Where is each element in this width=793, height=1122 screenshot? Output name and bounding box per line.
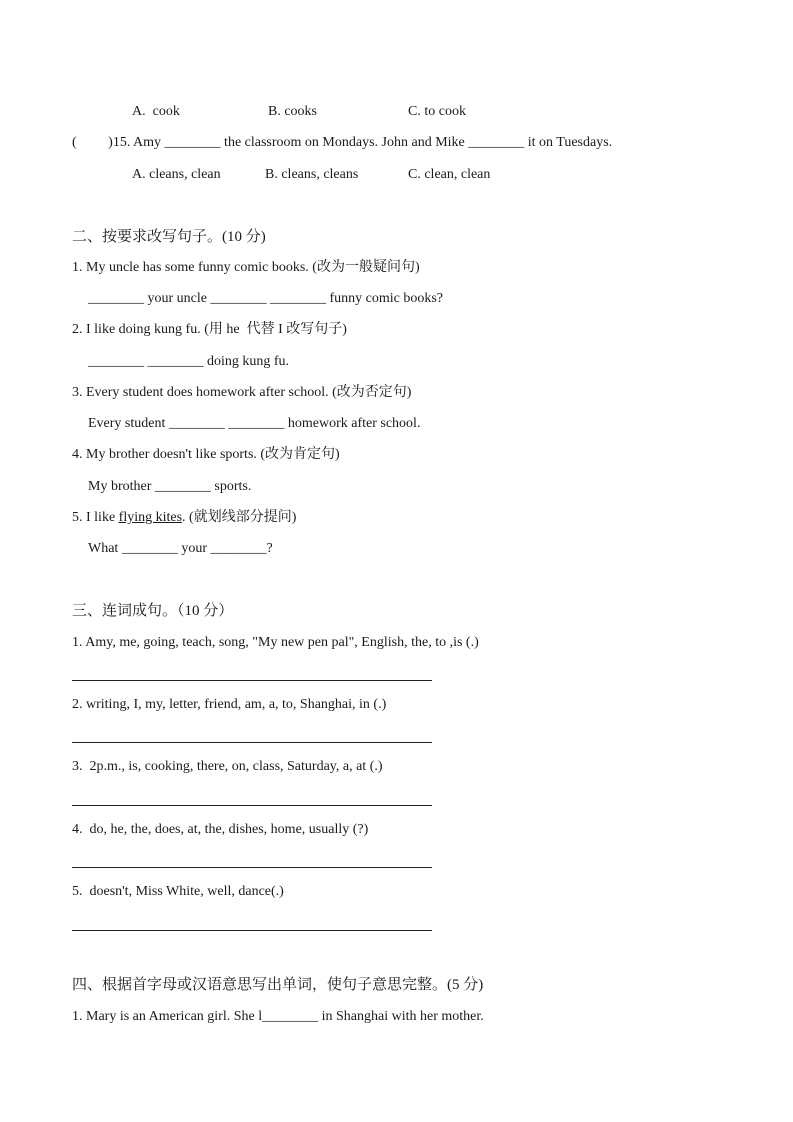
s2-a5: What ________ your ________? bbox=[88, 541, 273, 556]
s3-q3: 3. 2p.m., is, cooking, there, on, class, Saturday, a, at (.) bbox=[72, 759, 383, 774]
s2-a1: ________ your uncle ________ ________ funny comic books? bbox=[88, 291, 444, 306]
q14-option-a: A. cook bbox=[132, 104, 180, 119]
section3-heading: 三、连词成句。（10 分） bbox=[72, 603, 234, 619]
s2-q4: 4. My brother doesn't like sports. (改为肯定句) bbox=[72, 447, 340, 462]
s2-q5-suffix: . (就划线部分提问) bbox=[182, 510, 297, 525]
s4-q1: 1. Mary is an American girl. She l________ in Shanghai with her mother. bbox=[72, 1009, 484, 1024]
s2-a3: Every student ________ ________ homework after school. bbox=[88, 416, 421, 431]
section2-heading: 二、按要求改写句子。(10 分) bbox=[72, 229, 266, 245]
s3-answer-line-4 bbox=[72, 867, 432, 868]
s2-q5-prefix: 5. I like bbox=[72, 510, 119, 525]
s3-q4: 4. do, he, the, does, at, the, dishes, home, usually (?) bbox=[72, 822, 369, 837]
s2-a2: ________ ________ doing kung fu. bbox=[88, 354, 290, 369]
s3-answer-line-1 bbox=[72, 680, 432, 681]
s3-answer-line-2 bbox=[72, 742, 432, 743]
q14-option-c: C. to cook bbox=[408, 104, 466, 119]
s2-q5-underlined: flying kites bbox=[118, 510, 183, 525]
s3-answer-line-5 bbox=[72, 930, 432, 931]
q15-option-a: A. cleans, clean bbox=[132, 167, 221, 182]
s3-answer-line-3 bbox=[72, 805, 432, 806]
q14-option-b: B. cooks bbox=[268, 104, 317, 119]
s2-a4: My brother ________ sports. bbox=[88, 479, 252, 494]
s2-q3: 3. Every student does homework after school. (改为否定句) bbox=[72, 385, 412, 400]
s2-q2: 2. I like doing kung fu. (用 he 代替 I 改写句子) bbox=[72, 322, 347, 337]
s2-q5 bbox=[72, 509, 296, 527]
s3-q2: 2. writing, I, my, letter, friend, am, a, to, Shanghai, in (.) bbox=[72, 697, 387, 712]
s3-q5: 5. doesn't, Miss White, well, dance(.) bbox=[72, 884, 284, 899]
q15-option-c: C. clean, clean bbox=[408, 167, 491, 182]
section4-heading: 四、根据首字母或汉语意思写出单词，使句子意思完整。(5 分) bbox=[72, 977, 484, 993]
q15-question: ( )15. Amy ________ the classroom on Mondays. John and Mike ________ it on Tuesdays. bbox=[72, 135, 613, 150]
s3-q1: 1. Amy, me, going, teach, song, "My new pen pal", English, the, to ,is (.) bbox=[72, 635, 479, 650]
s2-q1: 1. My uncle has some funny comic books. (改为一般疑问句) bbox=[72, 260, 420, 275]
q15-option-b: B. cleans, cleans bbox=[265, 167, 359, 182]
